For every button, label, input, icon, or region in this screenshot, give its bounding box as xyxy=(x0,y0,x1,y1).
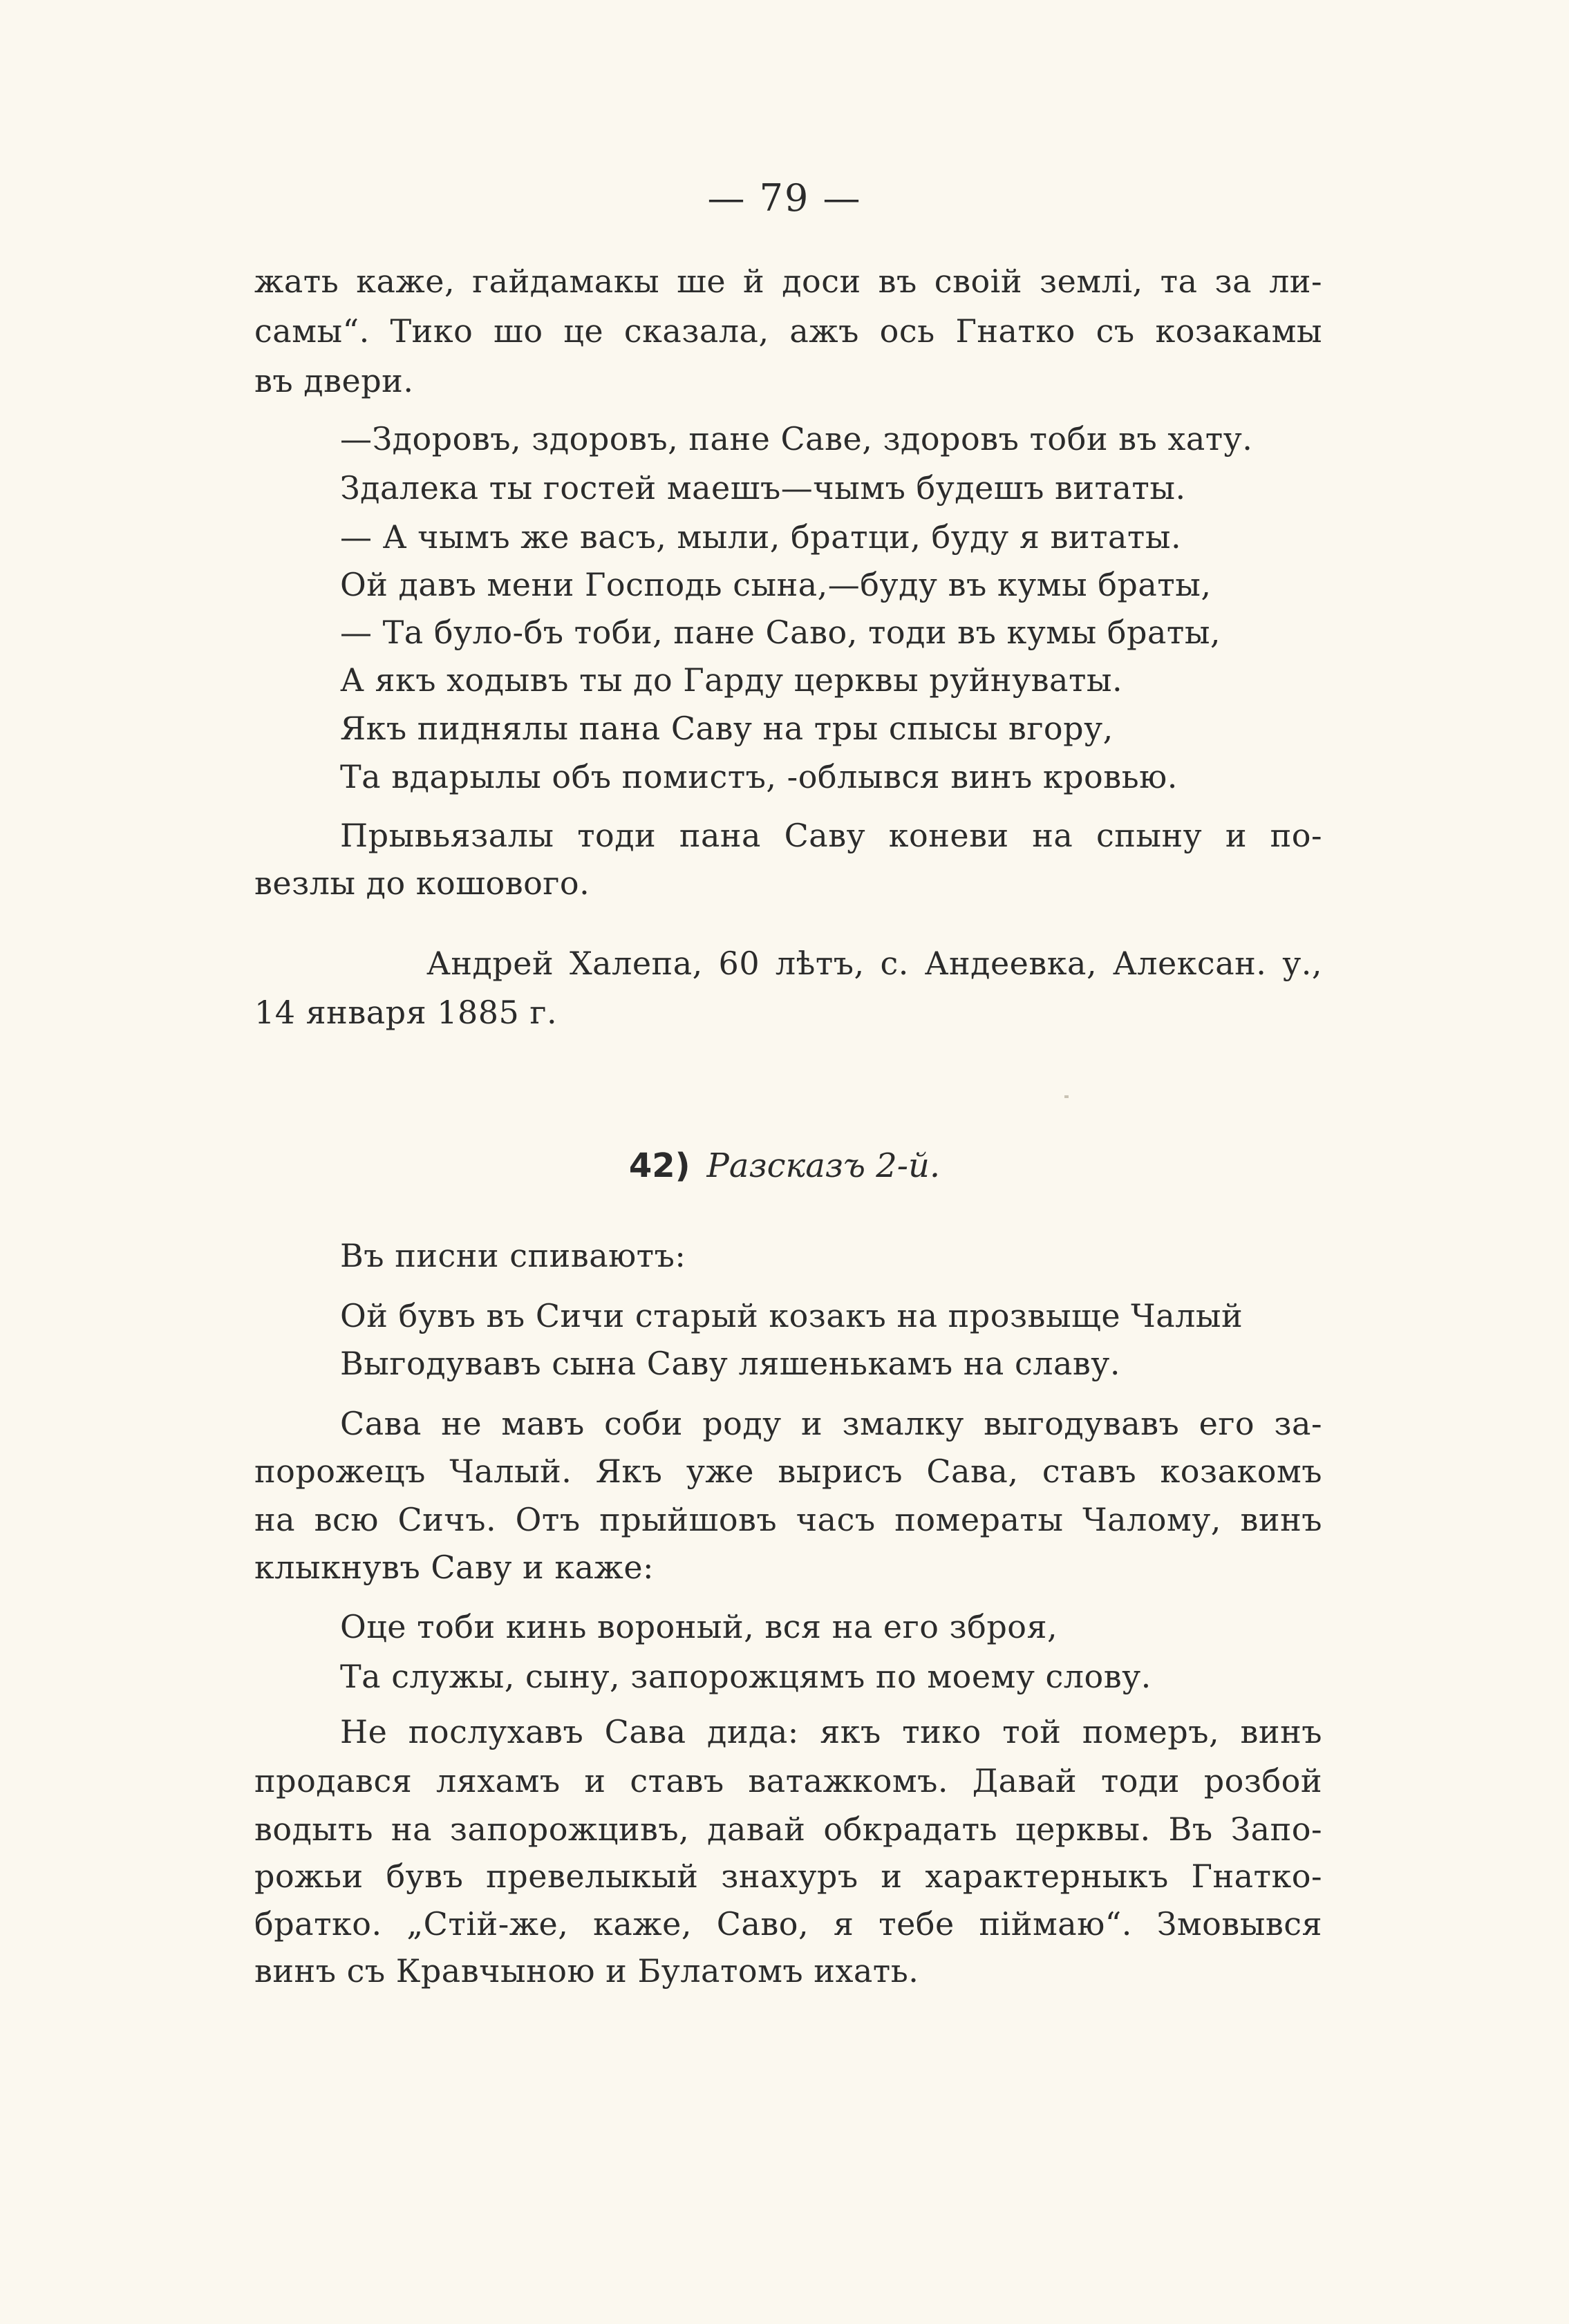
paragraph-3-line-3: на всю Сичъ. Отъ прыйшовъ часъ помераты Чалому, винъ xyxy=(254,1501,1322,1538)
section-number: 42) xyxy=(628,1146,690,1185)
verse-2-line-1: Ой бувъ въ Сичи старый козакъ на прозвыще Чалый xyxy=(340,1297,1243,1334)
section-heading xyxy=(0,1145,1569,1187)
verse-3-line-2: Та служы, сыну, запорожцямъ по моему слову. xyxy=(340,1658,1152,1695)
verse-1-line-2: Здалека ты гостей маешъ—чымъ будешъ витаты. xyxy=(340,469,1186,507)
paragraph-4-line-5: братко. „Стiй-же, каже, Саво, я тебе пiймаю“. Змовывся xyxy=(254,1905,1322,1943)
paragraph-3-line-4: клыкнувъ Саву и каже: xyxy=(254,1549,655,1586)
verse-1-line-3: — А чымъ же васъ, мыли, братци, буду я витаты. xyxy=(340,518,1182,556)
paragraph-4-line-6: винъ съ Кравчыною и Булатомъ ихать. xyxy=(254,1952,919,1990)
paragraph-4-line-3: водыть на запорожцивъ, давай обкрадать церквы. Въ Запо- xyxy=(254,1811,1322,1848)
paragraph-1-line-1: жать каже, гайдамакы ше й доси въ своiй землi, та за ли- xyxy=(254,263,1322,300)
intro-line: Въ писни спиваютъ: xyxy=(340,1237,686,1274)
paragraph-4-line-4: рожьи бувъ превелыкый знахуръ и характерныкъ Гнатко- xyxy=(254,1858,1322,1895)
paragraph-4-line-1: Не послухавъ Сава дида: якъ тико той померъ, винъ xyxy=(340,1713,1322,1750)
verse-1-line-8: Та вдарылы объ помистъ, -облывся винъ кровью. xyxy=(340,758,1178,795)
attribution-line-2: 14 января 1885 г. xyxy=(254,994,558,1031)
paragraph-4-line-2: продався ляхамъ и ставъ ватажкомъ. Давай тоди розбой xyxy=(254,1762,1322,1799)
verse-1-line-6: А якъ ходывъ ты до Гарду церквы руйнуваты. xyxy=(340,661,1123,699)
paragraph-3-line-2: порожецъ Чалый. Якъ уже вырисъ Сава, ставъ козакомъ xyxy=(254,1453,1322,1490)
verse-1-line-1: —Здоровъ, здоровъ, пане Саве, здоровъ тоби въ хату. xyxy=(340,420,1253,457)
paragraph-3-line-1: Сава не мавъ соби роду и змалку выгодувавъ его за- xyxy=(340,1405,1322,1442)
page-number: — 79 — xyxy=(707,176,862,220)
verse-1-line-5: — Та було-бъ тоби, пане Саво, тоди въ кумы браты, xyxy=(340,614,1221,651)
paragraph-1-line-2: самы“. Тико шо це сказала, ажъ ось Гнатко съ козакамы xyxy=(254,312,1322,350)
verse-2-line-2: Выгодувавъ сына Саву ляшенькамъ на славу. xyxy=(340,1345,1120,1382)
paragraph-2-line-2: везлы до кошового. xyxy=(254,865,590,902)
paragraph-1-line-3: въ двери. xyxy=(254,362,414,399)
section-title: Разсказъ 2-й. xyxy=(706,1146,941,1185)
paragraph-2-line-1: Прывьязалы тоди пана Саву коневи на спыну и по- xyxy=(340,817,1322,854)
verse-1-line-7: Якъ пиднялы пана Саву на тры спысы вгору, xyxy=(340,710,1114,747)
print-speck xyxy=(1064,1095,1069,1098)
verse-1-line-4: Ой давъ мени Господь сына,—буду въ кумы браты, xyxy=(340,566,1212,603)
attribution-line-1: Андрей Халепа, 60 лѣтъ, с. Андеевка, Алексан. у., xyxy=(426,945,1322,982)
verse-3-line-1: Оце тоби кинь вороный, вся на его зброя, xyxy=(340,1608,1058,1645)
